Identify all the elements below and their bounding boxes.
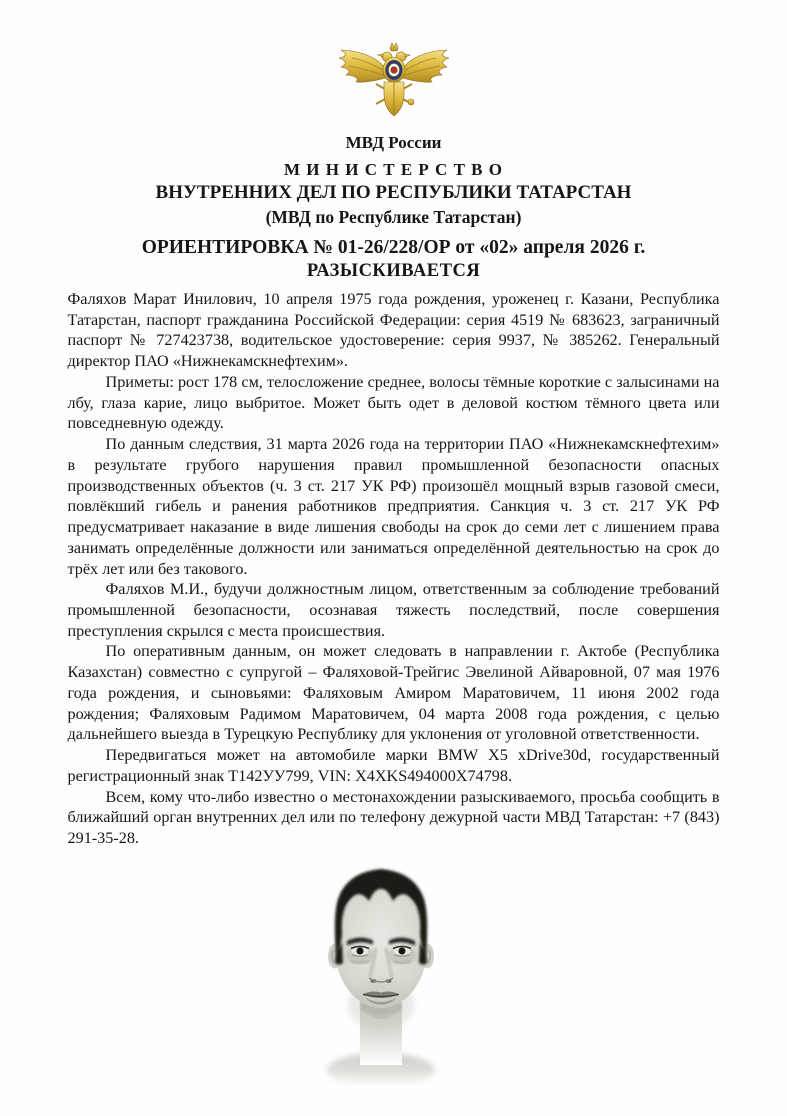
wanted-heading: РАЗЫСКИВАЕТСЯ xyxy=(306,261,481,281)
org-name: МВД России xyxy=(345,133,442,152)
ministry-title-short: (МВД по Республике Татарстан) xyxy=(265,207,522,227)
body-paragraph: Передвигаться может на автомобиле марки BMW X5 xDrive30d, государственный регистрационный знак Т142УУ799, VIN: X4XKS494000X74798. xyxy=(67,746,720,785)
body-paragraph: Фаляхов М.И., будучи должностным лицом, ответственным за соблюдение требований промышленной безопасности, осознавая тяжесть последствий, после совершения преступления скрылся с места происшествия. xyxy=(67,580,720,640)
body-paragraph: Приметы: рост 178 см, телосложение среднее, волосы тёмные короткие с залысинами на лбу, глаза карие, лицо выбритое. Может быть одет в деловой костюм тёмного цвета или повседневную одежду. xyxy=(67,372,720,433)
ministry-title-region: ВНУТРЕННИХ ДЕЛ ПО РЕСПУБЛИКИ ТАТАРСТАН xyxy=(155,182,632,203)
ministry-title-spaced: М И Н И С Т Е Р С Т В О xyxy=(284,160,503,179)
body-paragraph: По данным следствия, 31 марта 2026 года на территории ПАО «Нижнекамскнефтехим» в результате грубого нарушения правил промышленной безопасности опасных производственных объектов (ч. 3 ст. 217 УК РФ) произошёл мощный взрыв газовой смеси, повлёкший гибель и ранения работников предприятия. Санкция ч. 3 ст. 217 УК РФ предусматривает наказание в виде лишения свободы на срок до семи лет с лишением права занимать определённые должности или заниматься определённой деятельностью на срок до трёх лет или без такового. xyxy=(67,435,720,578)
body-paragraph: Фаляхов Марат Инилович, 10 апреля 1975 года рождения, уроженец г. Казани, Республика Татарстан, паспорт гражданина Российской Федерации: серия 4519 № 683623, заграничный паспорт № 727423738, водительское удостоверение: серия 9937, № 385262. Генеральный директор ПАО «Нижнекамскнефтехим». xyxy=(67,290,720,371)
document-body xyxy=(68,289,720,849)
wanted-person-photo xyxy=(302,857,460,1090)
mvd-eagle-emblem-icon xyxy=(333,38,455,118)
orientation-number-title: ОРИЕНТИРОВКА № 01-26/228/ОР от «02» апреля 2026 г. xyxy=(141,237,646,258)
mvd-emblem xyxy=(0,38,787,118)
body-paragraph: Всем, кому что-либо известно о местонахождении разыскиваемого, просьба сообщить в ближайший орган внутренних дел или по телефону дежурной части МВД Татарстан: +7 (843) 291-35-28. xyxy=(67,787,720,848)
wanted-person-portrait-image xyxy=(302,857,460,1085)
body-paragraph: По оперативным данным, он может следовать в направлении г. Актобе (Республика Казахстан) совместно с супругой – Фаляховой-Трейгис Эвелиной Айваровной, 07 мая 1976 года рождения, и сыновьями: Фаляховым Амиром Маратовичем, 11 июня 2002 года рождения; Фаляховым Радимом Маратовичем, 04 марта 2008 года рождения, с целью дальнейшего выезда в Турецкую Республику для уклонения от уголовной ответственности. xyxy=(67,642,720,744)
